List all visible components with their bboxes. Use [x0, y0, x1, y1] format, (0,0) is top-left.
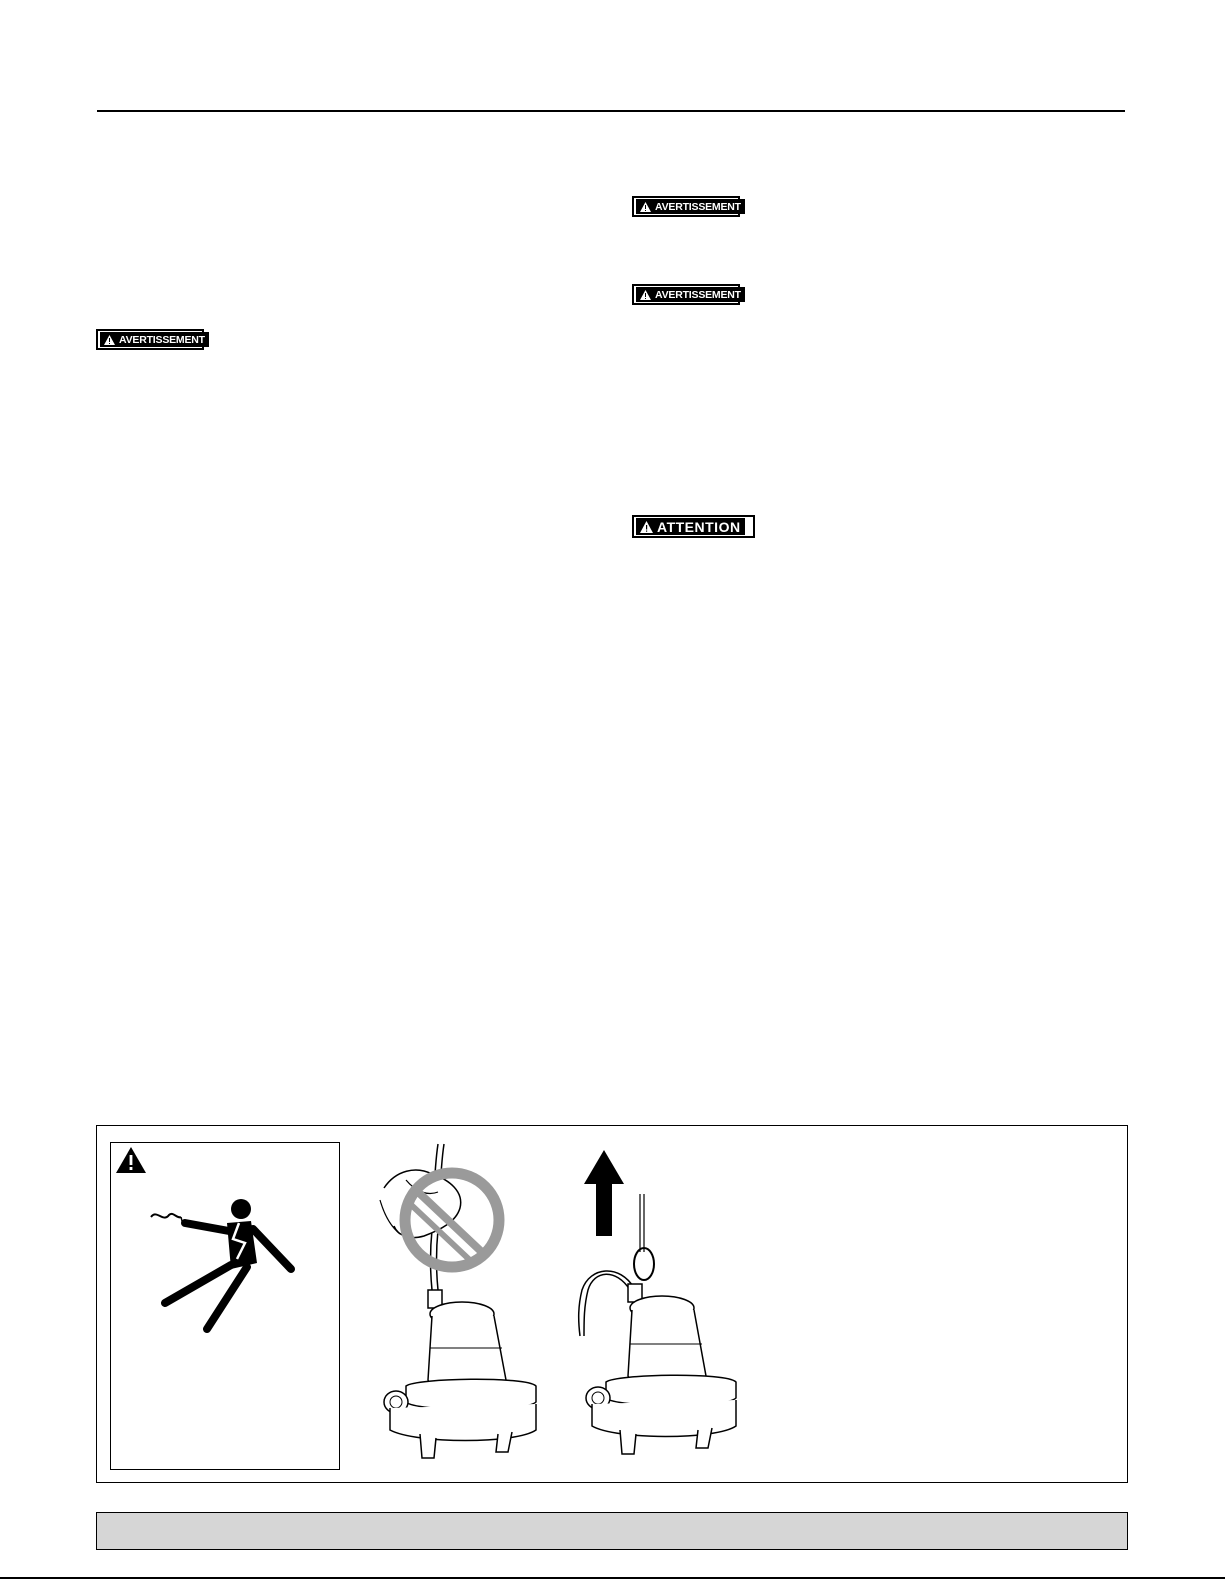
electric-shock-icon [111, 1143, 338, 1468]
footer-rule [0, 1577, 1225, 1579]
caution-signal [632, 515, 755, 538]
warning-triangle-icon [640, 290, 651, 300]
warning-signal-label: AVERTISSEMENT [655, 288, 741, 301]
warning-signal-3 [96, 329, 204, 350]
warning-signal-label: AVERTISSEMENT [655, 200, 741, 213]
warning-signal-label: AVERTISSEMENT [119, 333, 205, 346]
shock-hazard-box [110, 1142, 340, 1470]
warning-triangle-icon [640, 521, 653, 533]
no-lifting-by-cord-icon [376, 1140, 546, 1470]
warning-triangle-icon [116, 1147, 146, 1173]
footer-bar [96, 1512, 1128, 1550]
lift-by-handle-icon [576, 1140, 746, 1470]
caution-signal-label: ATTENTION [657, 518, 741, 535]
warning-triangle-icon [640, 202, 651, 212]
warning-signal-2 [632, 284, 740, 305]
warning-signal-1 [632, 196, 740, 217]
header-rule [97, 110, 1125, 112]
warning-triangle-icon [104, 335, 115, 345]
